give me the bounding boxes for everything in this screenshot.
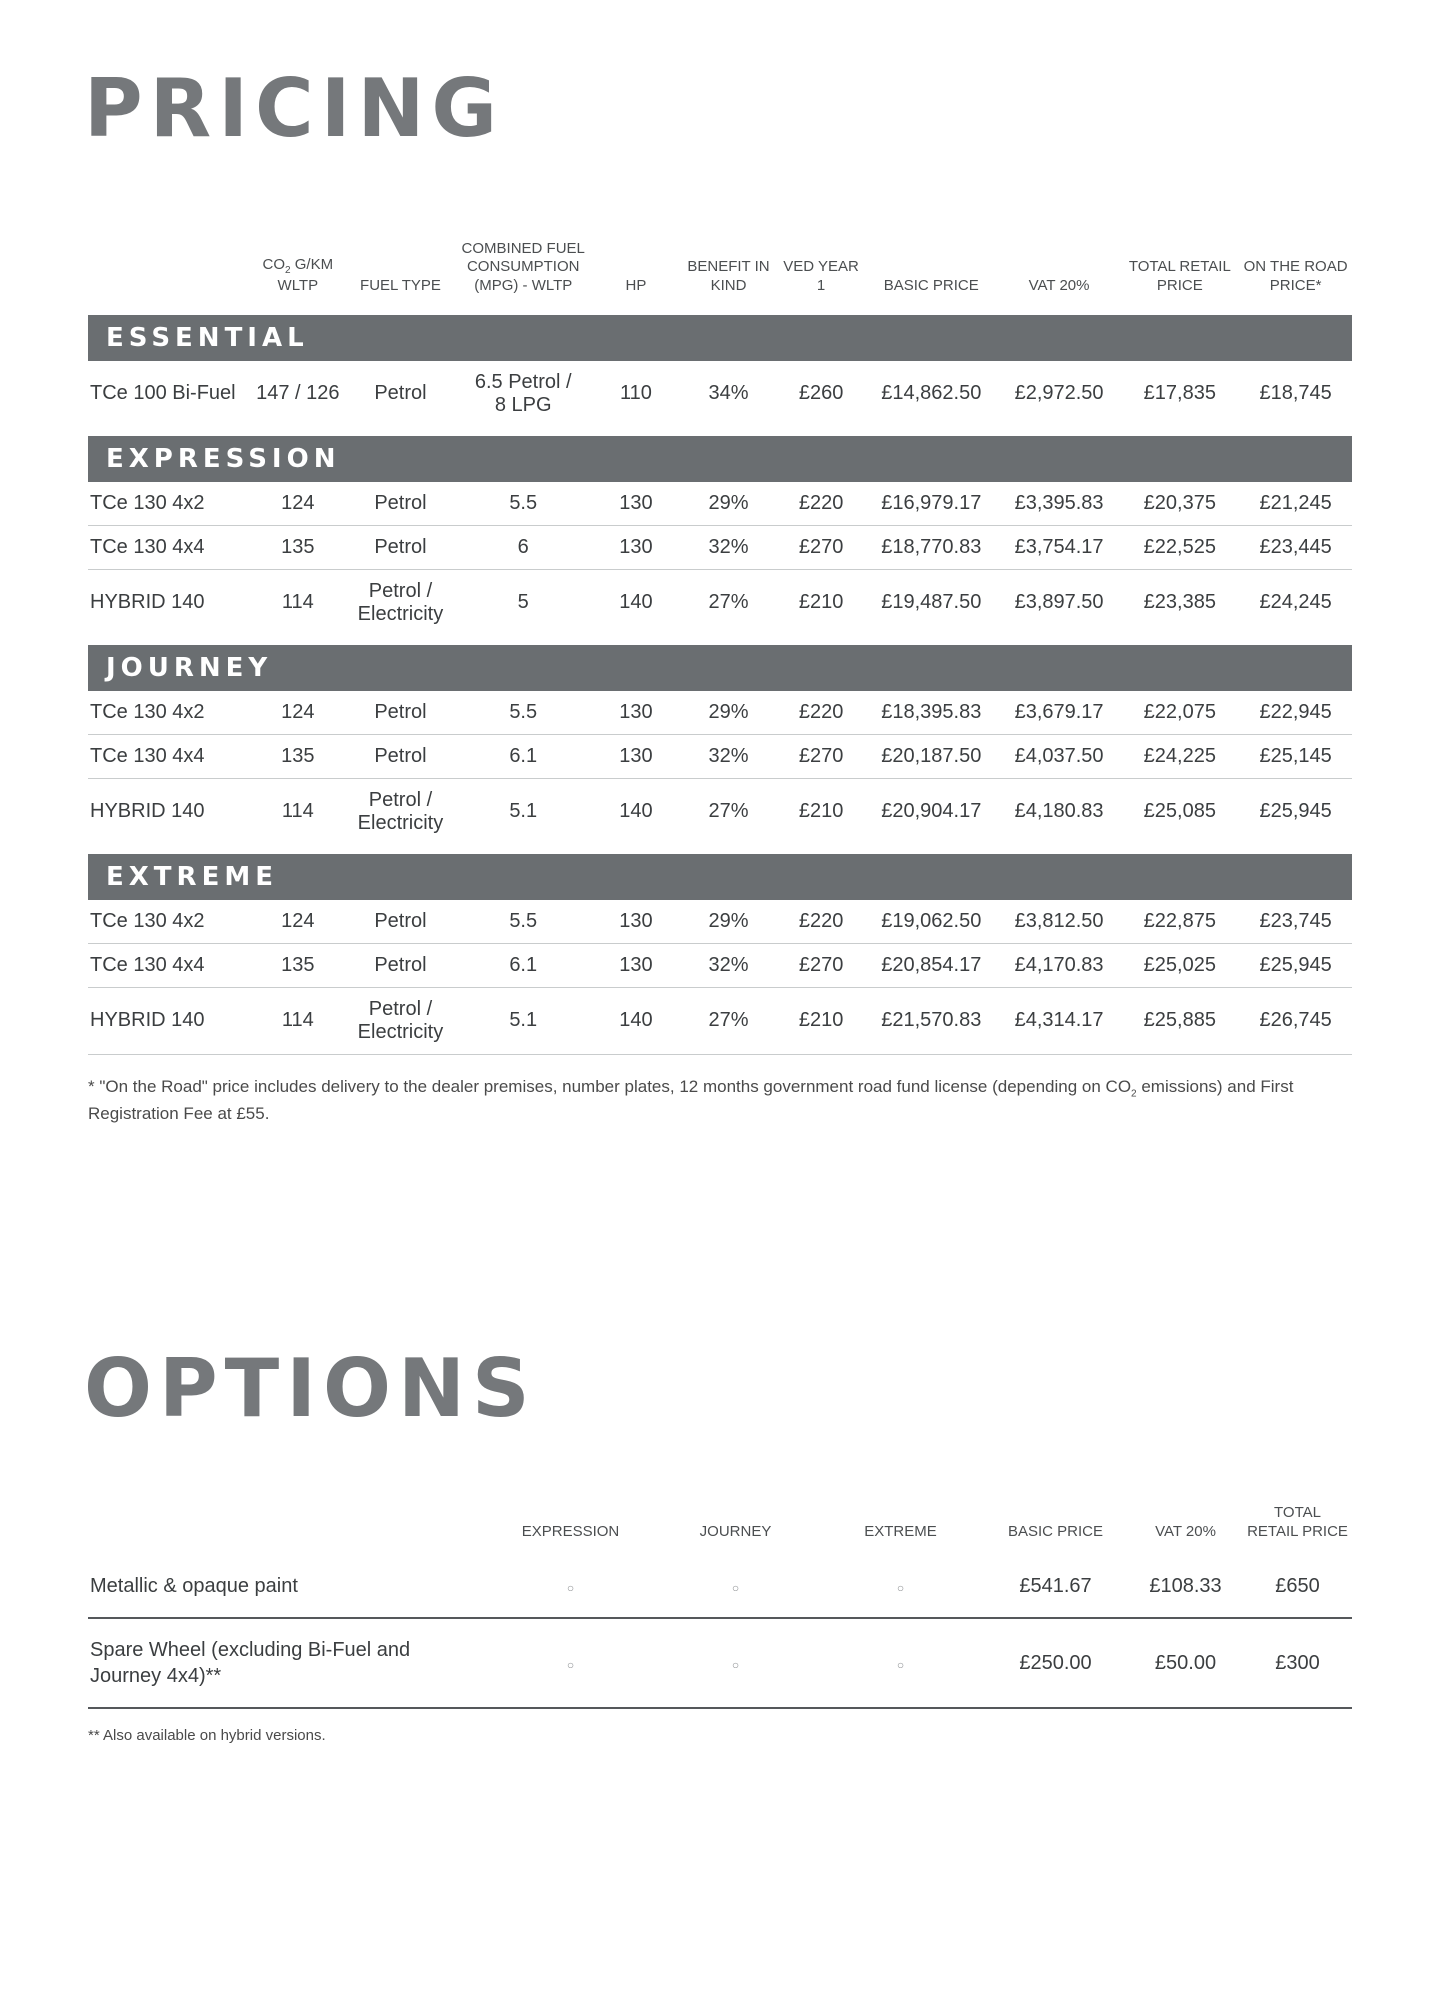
cell-total-retail-price: £23,385	[1143, 591, 1216, 614]
cell-model: TCe 130 4x2	[88, 482, 249, 526]
consumption-value: 5.1	[509, 800, 538, 823]
cell-total-retail-price: £22,525	[1120, 525, 1239, 569]
column-header-total-retail-price: TOTAL RETAIL PRICE	[1247, 1503, 1348, 1540]
cell-model: HYBRID 140	[88, 987, 249, 1054]
cell-option-label: Spare Wheel (excluding Bi-Fuel and Journey 4x4)**	[88, 1618, 488, 1708]
cell-total-retail-price: £25,025	[1120, 943, 1239, 987]
cell-total-retail-price: £22,875	[1120, 900, 1239, 944]
co2-label-pre: CO	[262, 255, 286, 273]
cell-benefit-in-kind: 27%	[708, 591, 749, 614]
table-row	[88, 482, 1352, 526]
cell-consumption	[454, 987, 592, 1054]
section-band-row	[88, 636, 1352, 691]
cell-benefit-in-kind: 32%	[680, 734, 778, 778]
cell-co2: 135	[249, 525, 347, 569]
cell-on-the-road-price: £25,145	[1239, 734, 1352, 778]
column-header-benefit-in-kind: BENEFIT IN KIND	[687, 258, 770, 295]
consumption-value: 6.5 Petrol / 8 LPG	[474, 370, 572, 416]
table-row	[88, 691, 1352, 735]
cell-on-the-road-price: £23,445	[1239, 525, 1352, 569]
options-title: OPTIONS	[84, 1342, 537, 1436]
cell-fuel-type: Petrol / Electricity	[357, 579, 444, 625]
availability-circle-icon: ○	[731, 1658, 740, 1673]
table-row	[88, 361, 1352, 427]
consumption-value: 5.5	[509, 909, 538, 932]
column-header-on-the-road-price: ON THE ROAD PRICE*	[1243, 258, 1348, 295]
cell-co2: 124	[249, 691, 347, 735]
cell-vat: £4,180.83	[1014, 800, 1104, 823]
cell-basic-price: £18,395.83	[865, 691, 998, 735]
cell-co2: 114	[281, 591, 314, 614]
cell-model: HYBRID 140	[90, 800, 205, 823]
column-header-basic-price: BASIC PRICE	[883, 277, 979, 295]
cell-benefit-in-kind: 29%	[680, 482, 778, 526]
table-row	[88, 987, 1352, 1054]
cell-ved-year-1: £260	[798, 382, 844, 405]
cell-total-retail-price: £20,375	[1120, 482, 1239, 526]
column-header-total-retail-price: TOTAL RETAIL PRICE	[1128, 258, 1231, 295]
cell-hp: 130	[592, 900, 680, 944]
column-header-basic-price: BASIC PRICE	[1007, 1522, 1104, 1540]
table-row	[88, 778, 1352, 845]
column-header-ved-year-1: VED YEAR 1	[783, 258, 859, 295]
cell-model: TCe 130 4x2	[88, 900, 249, 944]
pricing-title: PRICING	[84, 62, 505, 155]
cell-benefit-in-kind: 29%	[680, 900, 778, 944]
cell-hp: 110	[619, 382, 652, 405]
cell-fuel-type: Petrol	[347, 900, 455, 944]
availability-circle-icon: ○	[566, 1658, 575, 1673]
cell-basic-price: £21,570.83	[865, 987, 998, 1054]
pricing-header-row	[88, 240, 1352, 306]
cell-basic-price: £20,854.17	[865, 943, 998, 987]
cell-basic-price: £20,904.17	[881, 800, 982, 823]
cell-on-the-road-price: £24,245	[1259, 591, 1332, 614]
cell-vat: £4,170.83	[998, 943, 1121, 987]
cell-total-retail-price: £300	[1243, 1618, 1352, 1708]
cell-extreme-availability	[818, 1618, 983, 1708]
cell-benefit-in-kind: 34%	[708, 382, 749, 405]
cell-basic-price: £19,062.50	[865, 900, 998, 944]
availability-circle-icon: ○	[896, 1581, 905, 1596]
consumption-value: 5	[517, 591, 529, 614]
cell-on-the-road-price: £21,245	[1239, 482, 1352, 526]
availability-circle-icon: ○	[731, 1581, 740, 1596]
cell-model: TCe 130 4x4	[88, 525, 249, 569]
cell-total-retail-price: £650	[1243, 1555, 1352, 1618]
table-row	[88, 734, 1352, 778]
cell-benefit-in-kind: 29%	[680, 691, 778, 735]
cell-expression-availability	[488, 1618, 653, 1708]
pricing-table	[88, 240, 1352, 1055]
cell-co2: 124	[249, 482, 347, 526]
section-header-essential: ESSENTIAL	[88, 315, 1352, 361]
table-row	[88, 525, 1352, 569]
section-band-row	[88, 427, 1352, 482]
cell-on-the-road-price: £22,945	[1239, 691, 1352, 735]
cell-fuel-type: Petrol / Electricity	[347, 987, 455, 1054]
pricing-footnote	[88, 1075, 1352, 1127]
cell-fuel-type: Petrol / Electricity	[357, 788, 444, 834]
cell-vat: £3,679.17	[998, 691, 1121, 735]
cell-vat: £4,037.50	[998, 734, 1121, 778]
column-header-expression: EXPRESSION	[521, 1522, 620, 1540]
section-header-extreme: EXTREME	[88, 854, 1352, 900]
cell-consumption	[454, 525, 592, 569]
section-header-expression: EXPRESSION	[88, 436, 1352, 482]
cell-model: HYBRID 140	[90, 591, 205, 614]
availability-circle-icon: ○	[566, 1581, 575, 1596]
column-header-vat: VAT 20%	[1155, 1522, 1216, 1540]
cell-consumption	[454, 943, 592, 987]
table-row	[88, 900, 1352, 944]
column-header-model	[88, 240, 249, 306]
cell-on-the-road-price: £23,745	[1239, 900, 1352, 944]
cell-total-retail-price: £25,885	[1120, 987, 1239, 1054]
cell-total-retail-price: £24,225	[1120, 734, 1239, 778]
cell-total-retail-price: £17,835	[1143, 382, 1216, 405]
consumption-value: 5.1	[509, 1009, 538, 1032]
cell-on-the-road-price: £25,945	[1259, 800, 1332, 823]
table-row	[88, 569, 1352, 636]
column-header-journey: JOURNEY	[699, 1522, 772, 1540]
cell-vat: £3,395.83	[998, 482, 1121, 526]
table-row	[88, 943, 1352, 987]
cell-consumption	[454, 900, 592, 944]
pricing-footnote-text: emissions) and First Registration Fee at £55.	[88, 1076, 1294, 1123]
cell-vat: £50.00	[1128, 1618, 1243, 1708]
consumption-value: 6.1	[509, 953, 538, 976]
cell-hp: 140	[619, 591, 653, 614]
section-header-journey: JOURNEY	[88, 645, 1352, 691]
cell-benefit-in-kind: 32%	[680, 943, 778, 987]
co2-label-post: G/KM WLTP	[277, 255, 334, 295]
cell-vat: £2,972.50	[1014, 382, 1104, 405]
cell-vat: £3,754.17	[998, 525, 1121, 569]
cell-vat: £4,314.17	[998, 987, 1121, 1054]
cell-extreme-availability	[818, 1555, 983, 1618]
cell-co2: 124	[249, 900, 347, 944]
cell-on-the-road-price: £25,945	[1239, 943, 1352, 987]
cell-ved-year-1: £220	[777, 482, 865, 526]
cell-option-label: Metallic & opaque paint	[88, 1555, 488, 1618]
cell-benefit-in-kind: 27%	[680, 987, 778, 1054]
cell-ved-year-1: £210	[798, 591, 844, 614]
consumption-value: 6	[517, 535, 529, 558]
availability-circle-icon: ○	[896, 1658, 905, 1673]
co2-subscript: 2	[285, 264, 291, 276]
pricing-footnote-text: * "On the Road" price includes delivery to the dealer premises, number plates, 12 months government road fund license (depending on CO	[88, 1076, 1132, 1096]
cell-basic-price: £19,487.50	[881, 591, 982, 614]
cell-consumption	[454, 691, 592, 735]
cell-ved-year-1: £220	[777, 691, 865, 735]
cell-consumption	[454, 569, 592, 636]
cell-basic-price: £14,862.50	[881, 382, 982, 405]
cell-journey-availability	[653, 1555, 818, 1618]
cell-expression-availability	[488, 1555, 653, 1618]
cell-benefit-in-kind: 27%	[708, 800, 749, 823]
cell-vat: £108.33	[1128, 1555, 1243, 1618]
cell-co2: 135	[249, 943, 347, 987]
cell-fuel-type: Petrol	[347, 734, 455, 778]
cell-total-retail-price: £22,075	[1120, 691, 1239, 735]
cell-hp: 140	[619, 800, 653, 823]
cell-vat: £3,812.50	[998, 900, 1121, 944]
cell-hp: 130	[592, 691, 680, 735]
cell-total-retail-price: £25,085	[1143, 800, 1216, 823]
cell-fuel-type: Petrol	[347, 482, 455, 526]
cell-consumption	[454, 482, 592, 526]
cell-ved-year-1: £210	[777, 987, 865, 1054]
cell-ved-year-1: £270	[777, 734, 865, 778]
column-header-option	[88, 1504, 488, 1556]
section-band-row	[88, 306, 1352, 361]
cell-basic-price: £16,979.17	[865, 482, 998, 526]
options-header-row	[88, 1504, 1352, 1556]
cell-hp: 140	[592, 987, 680, 1054]
cell-co2: 114	[281, 800, 314, 823]
cell-ved-year-1: £220	[777, 900, 865, 944]
column-header-vat: VAT 20%	[1028, 277, 1090, 295]
cell-hp: 130	[592, 734, 680, 778]
column-header-consumption: COMBINED FUEL CONSUMPTION (MPG) - WLTP	[461, 239, 585, 295]
column-header-hp: HP	[625, 277, 647, 295]
section-band-row	[88, 845, 1352, 900]
table-row	[88, 1618, 1352, 1708]
column-header-co2	[249, 240, 347, 306]
cell-co2: 114	[249, 987, 347, 1054]
cell-basic-price: £541.67	[983, 1555, 1128, 1618]
consumption-value: 6.1	[509, 744, 538, 767]
cell-hp: 130	[592, 525, 680, 569]
cell-model: TCe 130 4x2	[88, 691, 249, 735]
cell-hp: 130	[592, 482, 680, 526]
cell-ved-year-1: £270	[777, 943, 865, 987]
cell-basic-price: £250.00	[983, 1618, 1128, 1708]
cell-basic-price: £18,770.83	[865, 525, 998, 569]
options-footnote: ** Also available on hybrid versions.	[88, 1727, 326, 1745]
cell-hp: 130	[592, 943, 680, 987]
cell-fuel-type: Petrol	[347, 943, 455, 987]
cell-on-the-road-price: £18,745	[1259, 382, 1332, 405]
cell-consumption	[454, 778, 592, 845]
cell-model: TCe 130 4x4	[88, 943, 249, 987]
cell-model: TCe 100 Bi-Fuel	[90, 382, 236, 405]
cell-ved-year-1: £270	[777, 525, 865, 569]
cell-journey-availability	[653, 1618, 818, 1708]
cell-vat: £3,897.50	[1014, 591, 1104, 614]
table-row	[88, 1555, 1352, 1618]
column-header-extreme: EXTREME	[864, 1522, 937, 1540]
cell-consumption	[454, 361, 592, 427]
cell-fuel-type: Petrol	[347, 525, 455, 569]
consumption-value: 5.5	[509, 491, 538, 514]
consumption-value: 5.5	[509, 700, 538, 723]
cell-basic-price: £20,187.50	[865, 734, 998, 778]
cell-benefit-in-kind: 32%	[680, 525, 778, 569]
cell-consumption	[454, 734, 592, 778]
cell-co2: 147 / 126	[256, 382, 340, 405]
cell-model: TCe 130 4x4	[88, 734, 249, 778]
cell-ved-year-1: £210	[798, 800, 844, 823]
column-header-fuel-type: FUEL TYPE	[360, 277, 441, 295]
cell-fuel-type: Petrol	[347, 691, 455, 735]
cell-co2: 135	[249, 734, 347, 778]
co2-subscript: 2	[1131, 1088, 1137, 1100]
cell-fuel-type: Petrol	[374, 382, 427, 405]
options-table	[88, 1504, 1352, 1710]
cell-on-the-road-price: £26,745	[1239, 987, 1352, 1054]
